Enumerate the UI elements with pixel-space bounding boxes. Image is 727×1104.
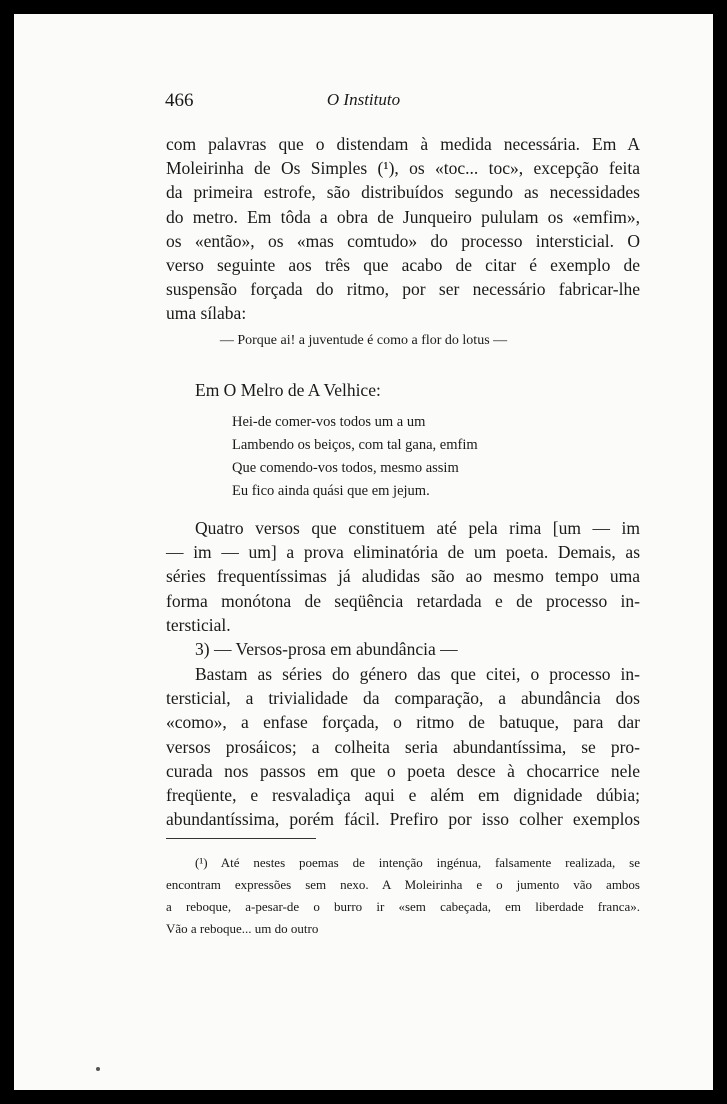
footnote-line: a reboque, a-pesar-de o burro ir «sem cabeçada, em liberdade franca». [166, 899, 640, 914]
text-line: os «então», os «mas comtudo» do processo intersticial. O [166, 230, 640, 251]
poem-stanza [232, 411, 478, 503]
poem-line: Hei-de comer-vos todos um a um [232, 414, 426, 430]
text-line: 3) — Versos-prosa em abundância — [195, 639, 458, 659]
footnote [166, 852, 640, 940]
text-line: curada nos passos em que o poeta desce à chocarrice nele [166, 760, 640, 781]
text-line: Moleirinha de Os Simples (¹), os «toc... toc», excepção feita [166, 158, 640, 179]
text-line: «como», a enfase forçada, o ritmo de batuque, para dar [166, 712, 640, 733]
footnote-line: (¹) Até nestes poemas de intenção ingénua, falsamente realizada, se [195, 855, 640, 870]
text-line: tersticial, a trivialidade da comparação, a abundância dos [166, 688, 640, 709]
text-line: versos prosáicos; a colheita seria abundantíssima, se pro- [166, 736, 640, 757]
footnote-line: Vão a reboque... um do outro [166, 921, 319, 936]
text-line: Quatro versos que constituem até pela rima [um — im [195, 518, 640, 538]
text-line: abundantíssima, porém fácil. Prefiro por isso colher exemplos [166, 809, 640, 830]
poem-line: Lambendo os beiços, com tal gana, emfim [232, 437, 478, 453]
running-title: O Instituto [326, 90, 401, 109]
footnote-line: encontram expressões sem nexo. A Moleirinha e o jumento vão ambos [166, 877, 640, 892]
paragraph-5 [166, 662, 640, 831]
text-line: suspensão forçada do ritmo, por ser necessário fabricar-lhe [166, 279, 640, 300]
section-heading [166, 637, 640, 661]
quoted-verse: — Porque ai! a juventude é como a flor do lotus — [219, 333, 508, 348]
text-line: do metro. Em tôda a obra de Junqueiro pululam os «emfim», [166, 206, 640, 227]
poem-line: Eu fico ainda quási que em jejum. [232, 483, 430, 499]
text-line: tersticial. [166, 614, 231, 635]
poem-line: Que comendo-vos todos, mesmo assim [232, 460, 459, 476]
text-line: forma monótona de seqüência retardada e de processo in- [166, 590, 640, 611]
page-header [14, 90, 713, 112]
text-line: da primeira estrofe, são distribuídos segundo as necessidades [166, 182, 640, 203]
text-line: freqüente, e resvaladiça aqui e além em dignidade dúbia; [166, 785, 640, 806]
text-line: Em O Melro de A Velhice: [195, 380, 381, 400]
text-line: séries frequentíssimas já aludidas são ao mesmo tempo uma [166, 566, 640, 587]
text-line: uma sílaba: [166, 303, 247, 324]
paper-speck [96, 1067, 100, 1071]
page-number: 466 [165, 90, 194, 111]
paragraph-3 [166, 516, 640, 637]
text-line: verso seguinte aos três que acabo de citar é exemplo de [166, 255, 640, 276]
paragraph-2 [166, 378, 640, 402]
text-line: Bastam as séries do género das que citei, o processo in- [195, 664, 640, 684]
text-line: — im — um] a prova eliminatória de um poeta. Demais, as [166, 542, 640, 563]
text-line: com palavras que o distendam à medida necessária. Em A [166, 134, 640, 154]
paragraph-1 [166, 132, 640, 326]
footnote-rule [166, 838, 316, 839]
book-page [14, 14, 713, 1090]
